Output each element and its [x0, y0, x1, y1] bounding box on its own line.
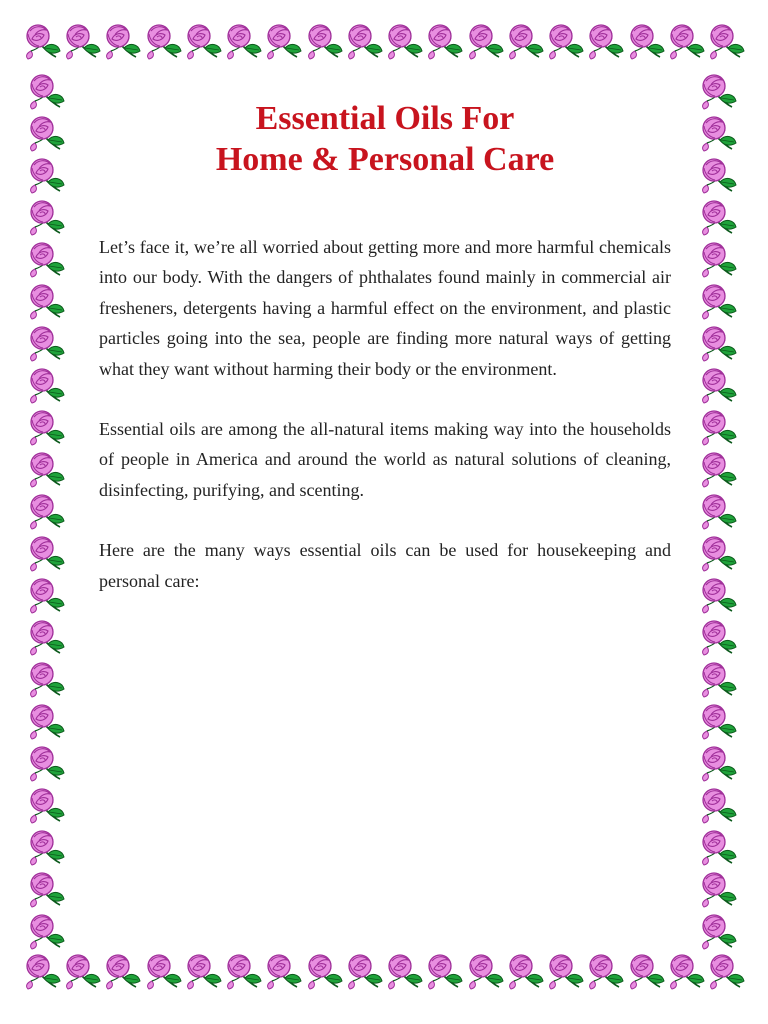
pink-rose-icon [26, 616, 66, 656]
pink-rose-icon [465, 20, 505, 60]
pink-rose-icon [706, 950, 746, 990]
pink-rose-icon [384, 950, 424, 990]
paragraph-essential-oils: Essential oils are among the all-natural items making way into the households of people in America and around the world as natural solutions of cleaning, disinfecting, purifying, and scenting. [99, 419, 671, 500]
pink-rose-icon [26, 910, 66, 950]
pink-rose-icon [698, 742, 738, 782]
pink-rose-icon [505, 20, 545, 60]
pink-rose-icon [26, 406, 66, 446]
pink-rose-icon [143, 950, 183, 990]
pink-rose-icon [698, 616, 738, 656]
pink-rose-icon [698, 868, 738, 908]
pink-rose-icon [304, 20, 344, 60]
pink-rose-icon [102, 20, 142, 60]
floral-border-right [698, 70, 742, 950]
pink-rose-icon [26, 868, 66, 908]
pink-rose-icon [26, 196, 66, 236]
pink-rose-icon [183, 950, 223, 990]
pink-rose-icon [26, 448, 66, 488]
pink-rose-icon [424, 20, 464, 60]
pink-rose-icon [698, 574, 738, 614]
pink-rose-icon [666, 20, 706, 60]
pink-rose-icon [505, 950, 545, 990]
floral-border-bottom [22, 950, 746, 1000]
paragraph-intro: Let’s face it, we’re all worried about getting more and more harmful chemicals into our body. With the dangers of phthalates found mainly in commercial air fresheners, detergents having a harmful effect on the environment, and plastic particles going into the sea, people are finding more natural ways of getting what they want without harming their body or the environment. [99, 237, 671, 379]
pink-rose-icon [26, 574, 66, 614]
pink-rose-icon [22, 20, 62, 60]
pink-rose-icon [26, 742, 66, 782]
pink-rose-icon [698, 448, 738, 488]
pink-rose-icon [263, 950, 303, 990]
pink-rose-icon [26, 238, 66, 278]
pink-rose-icon [344, 950, 384, 990]
pink-rose-icon [698, 280, 738, 320]
pink-rose-icon [698, 238, 738, 278]
floral-border-left [26, 70, 70, 950]
pink-rose-icon [698, 784, 738, 824]
pink-rose-icon [698, 322, 738, 362]
pink-rose-icon [545, 950, 585, 990]
pink-rose-icon [263, 20, 303, 60]
pink-rose-icon [698, 112, 738, 152]
pink-rose-icon [698, 826, 738, 866]
pink-rose-icon [26, 532, 66, 572]
pink-rose-icon [26, 154, 66, 194]
pink-rose-icon [26, 70, 66, 110]
title-line-2: Home & Personal Care [215, 141, 555, 178]
pink-rose-icon [698, 154, 738, 194]
pink-rose-icon [223, 950, 263, 990]
pink-rose-icon [698, 658, 738, 698]
pink-rose-icon [26, 826, 66, 866]
pink-rose-icon [26, 280, 66, 320]
pink-rose-icon [143, 20, 183, 60]
pink-rose-icon [26, 784, 66, 824]
pink-rose-icon [26, 490, 66, 530]
pink-rose-icon [698, 196, 738, 236]
pink-rose-icon [344, 20, 384, 60]
pink-rose-icon [698, 910, 738, 950]
pink-rose-icon [585, 20, 625, 60]
floral-border-top [22, 20, 746, 70]
pink-rose-icon [26, 112, 66, 152]
pink-rose-icon [698, 532, 738, 572]
pink-rose-icon [183, 20, 223, 60]
pink-rose-icon [26, 700, 66, 740]
page-title [99, 98, 671, 180]
pink-rose-icon [26, 364, 66, 404]
pink-rose-icon [545, 20, 585, 60]
pink-rose-icon [706, 20, 746, 60]
pink-rose-icon [666, 950, 706, 990]
pink-rose-icon [698, 70, 738, 110]
pink-rose-icon [62, 950, 102, 990]
pink-rose-icon [424, 950, 464, 990]
pink-rose-icon [698, 700, 738, 740]
paragraph-ways-list-intro: Here are the many ways essential oils can be used for housekeeping and personal care: [99, 540, 671, 591]
pink-rose-icon [698, 490, 738, 530]
pink-rose-icon [585, 950, 625, 990]
pink-rose-icon [698, 364, 738, 404]
pink-rose-icon [62, 20, 102, 60]
pink-rose-icon [465, 950, 505, 990]
pink-rose-icon [26, 322, 66, 362]
pink-rose-icon [626, 950, 666, 990]
pink-rose-icon [26, 658, 66, 698]
document-body [99, 98, 671, 596]
pink-rose-icon [102, 950, 142, 990]
pink-rose-icon [223, 20, 263, 60]
pink-rose-icon [384, 20, 424, 60]
pink-rose-icon [626, 20, 666, 60]
pink-rose-icon [698, 406, 738, 446]
title-line-1: Essential Oils For [255, 100, 515, 137]
pink-rose-icon [304, 950, 344, 990]
pink-rose-icon [22, 950, 62, 990]
